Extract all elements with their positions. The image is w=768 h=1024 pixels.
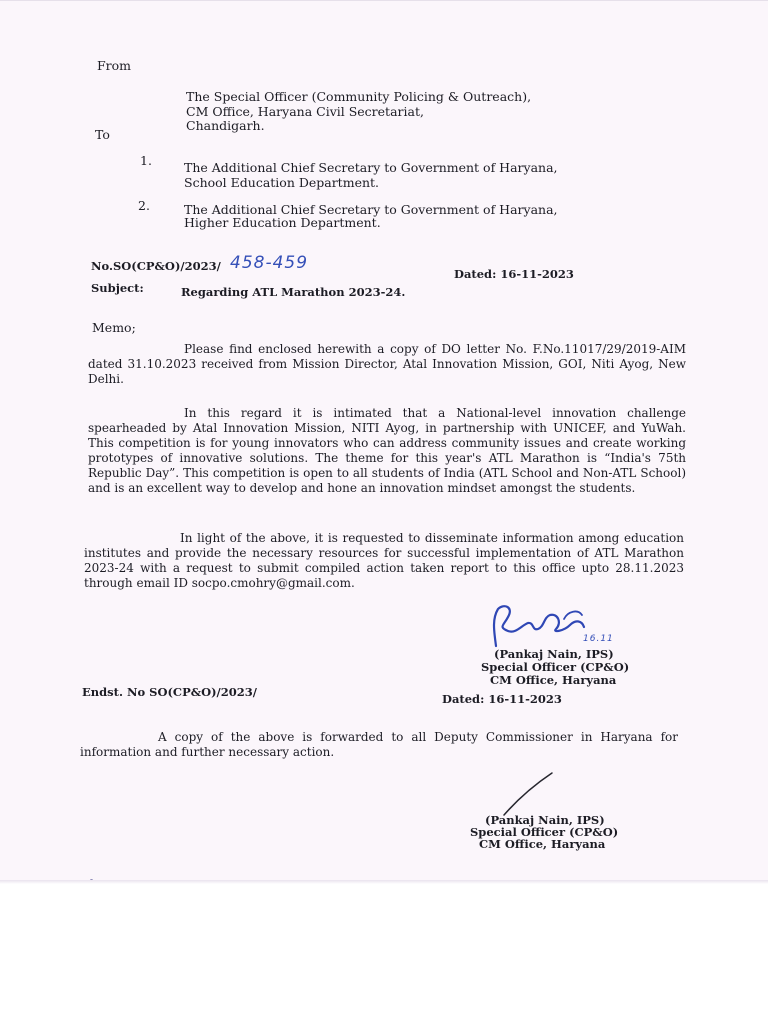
paragraph-3-text: In light of the above, it is requested to disseminate information among education institutes and provide the necessary resources for successful implementation of ATL Marathon 2023-24 with a request to submit compiled action taken report to this office upto 28.11.2023 through email ID socpo.cmohry@gmail.com. bbox=[84, 531, 684, 590]
recipient-2-number: 2. bbox=[138, 198, 150, 213]
memo-label: Memo; bbox=[92, 320, 136, 335]
endorsement-signatory-office: CM Office, Haryana bbox=[479, 837, 606, 851]
endorsement-paragraph bbox=[80, 730, 678, 760]
recipient-2-line-1: The Additional Chief Secretary to Government of Haryana, bbox=[184, 202, 558, 217]
sender-line-2: CM Office, Haryana Civil Secretariat, bbox=[186, 104, 424, 119]
page-edge-shadow bbox=[0, 880, 768, 884]
paragraph-1-text: Please find enclosed herewith a copy of DO letter No. F.No.11017/29/2019-AIM dated 31.10.2023 received from Mission Director, Atal Innovation Mission, GOI, Niti Ayog, New Delhi. bbox=[88, 342, 686, 386]
recipient-1-line-1: The Additional Chief Secretary to Government of Haryana, bbox=[184, 160, 558, 175]
from-label: From bbox=[97, 58, 132, 73]
recipient-1-number: 1. bbox=[140, 153, 152, 168]
signature-mark bbox=[478, 601, 628, 653]
paragraph-2-text: In this regard it is intimated that a National-level innovation challenge spearheaded by Atal Innovation Mission, NITI Ayog, in partnership with UNICEF, and YuWah. This competition is for young innovators who can address community issues and create working prototypes of innovative solutions. The theme for this year's ATL Marathon is “India's 75th Republic Day”. This competition is open to all students of India (ATL School and Non-ATL School) and is an excellent way to develop and hone an innovation mindset amongst the students. bbox=[88, 406, 686, 495]
endorsement-signatory-designation: Special Officer (CP&O) bbox=[470, 825, 619, 839]
endorsement-signature-mark bbox=[500, 769, 560, 819]
sender-line-3: Chandigarh. bbox=[186, 118, 265, 133]
handwritten-dispatch-number: 458-459 bbox=[230, 253, 309, 273]
to-label: To bbox=[95, 127, 110, 142]
sender-line-1: The Special Officer (Community Policing & Outreach), bbox=[186, 89, 532, 104]
signatory-designation: Special Officer (CP&O) bbox=[481, 660, 630, 674]
subject-text: Regarding ATL Marathon 2023-24. bbox=[181, 285, 406, 299]
endorsement-signatory-name: (Pankaj Nain, IPS) bbox=[485, 813, 605, 827]
endorsement-date: Dated: 16-11-2023 bbox=[442, 692, 562, 706]
endorsement-text: A copy of the above is forwarded to all Deputy Commissioner in Haryana for information and further necessary action. bbox=[80, 730, 678, 759]
endorsement-reference: Endst. No SO(CP&O)/2023/ bbox=[82, 685, 257, 699]
paragraph-3 bbox=[84, 531, 684, 591]
paragraph-2 bbox=[88, 406, 686, 496]
recipient-1-line-2: School Education Department. bbox=[184, 175, 380, 190]
signatory-office: CM Office, Haryana bbox=[490, 673, 617, 687]
paragraph-1 bbox=[88, 342, 686, 387]
letter-date: Dated: 16-11-2023 bbox=[454, 267, 574, 281]
recipient-2-line-2: Higher Education Department. bbox=[184, 215, 381, 230]
signature-date-note: 16.11 bbox=[583, 634, 614, 644]
reference-number: No.SO(CP&O)/2023/ bbox=[91, 259, 221, 273]
subject-label: Subject: bbox=[91, 281, 144, 295]
signatory-name: (Pankaj Nain, IPS) bbox=[494, 647, 614, 661]
